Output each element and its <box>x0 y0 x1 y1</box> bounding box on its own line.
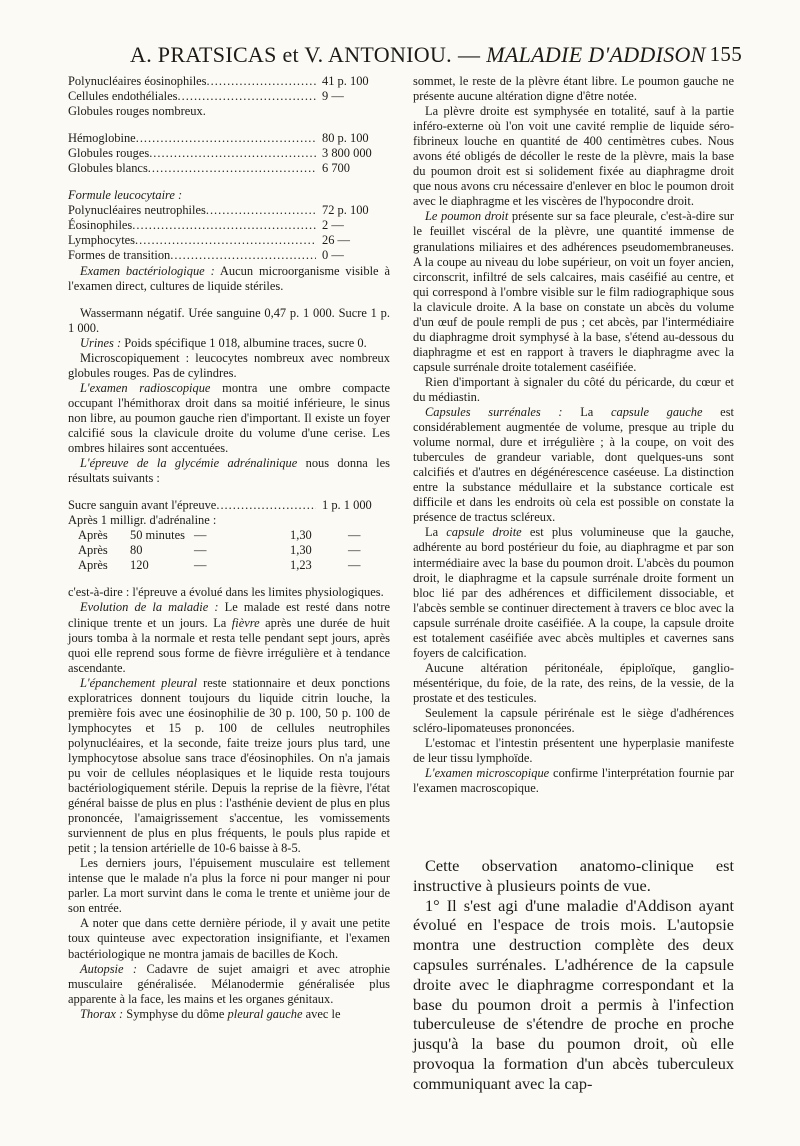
paragraph: L'estomac et l'intestin présentent une hyperplasie manifeste de leur tissu lymphoïde. <box>413 736 734 766</box>
paragraph: Evolution de la maladie : Le malade est resté dans notre clinique trente et un jours. La fièvre après une durée de huit jours tomba à la normale et resta telle pendant sept jours, après quoi elle reprend sous forme de fièvre irrégulière et à tendance ascendante. <box>68 600 390 675</box>
paragraph: A noter que dans cette dernière période, il y avait une petite toux quinteuse avec expectoration insignifiante, et l'examen bactériologique ne montra jamais de bacilles de Koch. <box>68 916 390 961</box>
right-column <box>413 74 734 796</box>
paragraph: L'épanchement pleural reste stationnaire et deux ponctions exploratrices donnent toujours du liquide citrin louche, la première fois avec une éosinophilie de 30 p. 100, 50 p. 100 de lymphocytes et 15 p. 100 de cellules neutrophiles polynucléaires, et la seconde, faite treize jours plus tard, une lymphocytose absolue sans trace d'éosinophiles. On n'a jamais pu voir de cellules néoplasiques et le liquide resta toujours bactériologiquement stérile. Depuis la reprise de la fièvre, l'état général baisse de plus en plus : l'asthénie devient de plus en plus prononcée, l'amaigrissement s'accentue, les vomissements surviennent de plus en plus fréquents, le pouls plus rapide et petit ; la tension artérielle de 10-6 baisse à 8-5. <box>68 675 390 856</box>
paragraph: La capsule droite est plus volumineuse que la gauche, adhérente au bord postérieur du foie, au diaphragme et par son intermédiaire avec la base du poumon droit. L'abcès du poumon droit, le diaphragme et la capsule surrénale droite forment un bloc lié par des adhérences et difficilement dissociable, et l'abcès semble se continuer directement à travers ce bloc avec la capsule surrénale droite caséifiée. A la coupe, la capsule droite est totalement caséifiée avec abcès multiples et cavernes sans foyers de calcification. <box>413 525 734 660</box>
paragraph: Examen bactériologique : Aucun microorganisme visible à l'examen direct, cultures de liquide stériles. <box>68 263 390 293</box>
table-row: Après 80 — 1,30 — <box>78 543 361 558</box>
page-header <box>130 42 742 68</box>
table-row: Globules rouges ..... 3 800 000 <box>68 146 390 161</box>
paragraph: Le poumon droit présente sur sa face pleurale, c'est-à-dire sur le feuillet viscéral de la plèvre, une quantité immense de granulations miliaires et des adhérences pseudomembraneuses. A la coupe au niveau du lobe supérieur, on voit un foyer ancien, circonscrit, infiltré de sels calcaires, mais caséifié au centre, et qui correspond à l'ombre visible sur le film radiographique sous la clavicule droite. A la base on constate un abcès du volume d'un œuf de poule rempli de pus ; cet abcès, par l'intermédiaire du diaphragme droit symphysé à la base, s'étend au-dessous du diaphragme et est en rapport à travers le diaphragme avec la capsule surrénale droite totalement caséifiée. <box>413 209 735 374</box>
paragraph: Thorax : Symphyse du dôme pleural gauche avec le <box>80 1006 341 1021</box>
table-row: Après 120 — 1,23 — <box>78 558 361 573</box>
header-title: MALADIE D'ADDISON <box>486 42 706 67</box>
paragraph: Microscopiquement : leucocytes nombreux avec nombreux globules rouges. Pas de cylindres. <box>68 350 390 380</box>
paragraph: L'examen microscopique confirme l'interprétation fournie par l'examen macroscopique. <box>413 766 734 796</box>
paragraph: Cette observation anatomo-clinique est instructive à plusieurs points de vue. <box>413 856 734 895</box>
paragraph: Autopsie : Cadavre de sujet amaigri et avec atrophie musculaire généralisée. Mélanodermie généralisée plus apparente à la face, les mains et les organes génitaux. <box>68 961 390 1006</box>
paragraph: sommet, le reste de la plèvre étant libre. Le poumon gauche ne présente aucune altération digne d'être notée. <box>413 74 734 104</box>
paragraph: Urines : Poids spécifique 1 018, albumine traces, sucre 0. <box>80 335 367 350</box>
paragraph: Wassermann négatif. Urée sanguine 0,47 p. 1 000. Sucre 1 p. 1 000. <box>68 305 390 335</box>
table-row: Cellules endothéliales ..... 9 — <box>68 89 390 104</box>
table-row: Globules blancs ..... 6 700 <box>68 161 390 176</box>
table-row: Polynucléaires neutrophiles ..... 72 p. 100 <box>68 203 390 218</box>
formula-heading: Formule leucocytaire : <box>68 188 183 203</box>
paragraph: Rien d'important à signaler du côté du péricarde, du cœur et du médiastin. <box>413 374 734 404</box>
table-row: Hémoglobine ..... 80 p. 100 <box>68 131 390 146</box>
table-row: Lymphocytes ..... 26 — <box>68 233 390 248</box>
paragraph: Seulement la capsule périrénale est le siège d'adhérences scléro-lipomateuses prononcées. <box>413 705 734 736</box>
sugar-after-label: Après 1 milligr. d'adrénaline : <box>68 513 217 528</box>
paragraph: 1° Il s'est agi d'une maladie d'Addison ayant évolué en l'espace de trois mois. L'autopsie montra une destruction complète des deux capsules surrénales. L'adhérence de la capsule droite avec le diaphragme correspondant et la base du poumon droit a permis à l'infection tuberculeuse de s'étendre de proche en proche jusqu'à la base du poumon droit, où elle provoqua la formation d'un abcès tuberculeux communiquant avec la cap- <box>413 895 734 1093</box>
table-row: Sucre sanguin avant l'épreuve ..... 1 p. 1 000 <box>68 498 390 513</box>
paragraph: c'est-à-dire : l'épreuve a évolué dans les limites physiologiques. <box>68 585 384 600</box>
paragraph: L'épreuve de la glycémie adrénalinique nous donna les résultats suivants : <box>68 456 390 486</box>
header-authors: A. PRATSICAS et V. ANTONIOU. <box>130 42 452 67</box>
paragraph: La plèvre droite est symphysée en totalité, sauf à la partie inféro-externe où l'on voit une cavité remplie de liquide séro-fibrineux louche en quantité de 400 centimètres cubes. Nous avons été obligés de décoller le reste de la plèvre, mais la base du poumon droit est si solidement fixée au diaphragme droit que nous avons cru nécessaire d'enlever en bloc le poumon droit avec le diaphragme et les viscères de l'hypocondre droit. <box>413 104 734 209</box>
paragraph: Capsules surrénales : La capsule gauche est considérablement augmentée de volume, presque au triple du volume normal, dure et irrégulière ; à la coupe, on voit des tubercules de grandeur variable, dont quelques-uns sont calcifiés et d'autres en dégénérescence caséeuse. La distinction entre la substance médullaire et la substance corticale est difficile et dans les endroits où cela est possible on constate la présence de tractus scléreux. <box>413 405 734 525</box>
header-separator: — <box>457 42 481 67</box>
paragraph: Les derniers jours, l'épuisement musculaire est tellement intense que le malade n'a plus la force ni pour manger ni pour parler. La mort survint dans le coma le trente et unième jour de son entrée. <box>68 856 390 916</box>
table-row: Formes de transition ..... 0 — <box>68 248 390 263</box>
paragraph: Aucune altération péritonéale, épiploïque, ganglio-mésentérique, du foie, de la rate, des reins, de la vessie, de la prostate et des testicules. <box>413 660 734 705</box>
paragraph: L'examen radioscopique montra une ombre compacte occupant l'hémithorax droit dans sa moitié inférieure, le sinus non libre, au poumon gauche rien d'important. Il existe un foyer calcifié sous la clavicule droite du volume d'une cerise. Les ombres hilaires sont accentuées. <box>68 380 390 456</box>
page-number: 155 <box>709 42 742 66</box>
left-column <box>68 74 390 1022</box>
table-row: Éosinophiles ..... 2 — <box>68 218 390 233</box>
table-row: Après 50 minutes — 1,30 — <box>78 528 361 543</box>
table-row: Polynucléaires éosinophiles ..... 41 p. 100 <box>68 74 390 89</box>
globules-line: Globules rouges nombreux. <box>68 104 206 119</box>
discussion-text <box>413 856 734 1094</box>
